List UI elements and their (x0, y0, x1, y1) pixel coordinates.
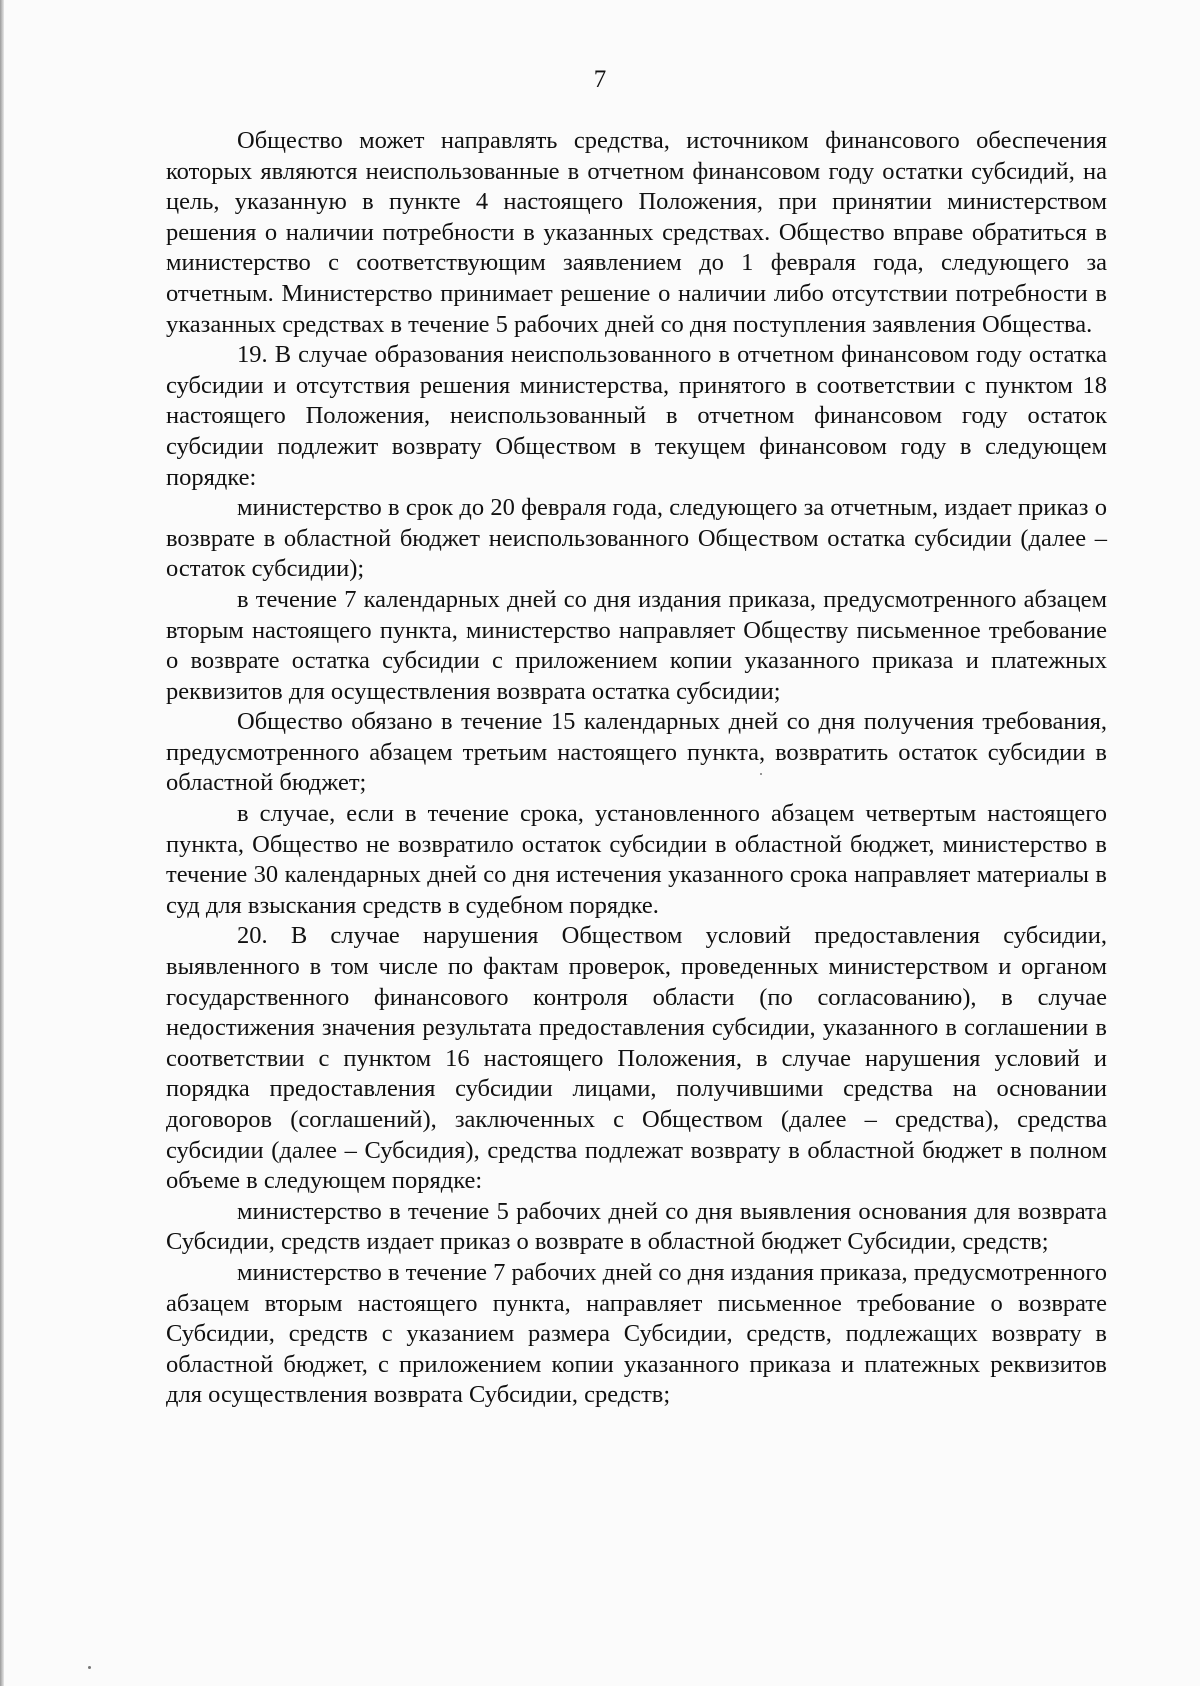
paragraph-clause-20-requirement: министерство в течение 7 рабочих дней со дня издания приказа, предусмотренного абзацем вторым настоящего пункта, направляет письменное требование о возврате Субсидии, средств с указанием размера Субсидии, средств, подлежащих возврату в областной бюджет, с приложением копии указанного приказа и платежных реквизитов для осуществления возврата Субсидии, средств; (166, 1258, 1107, 1409)
document-body (166, 126, 1107, 1411)
paragraph-clause-19-court: в случае, если в течение срока, установленного абзацем четвертым настоящего пункта, Общество не возвратило остаток субсидии в областной бюджет, министерство в течение 30 календарных дней со дня истечения указанного срока направляет материалы в суд для взыскания средств в судебном порядке. (166, 800, 1107, 919)
scan-edge (0, 0, 4, 1686)
paragraph-clause-19-requirement: в течение 7 календарных дней со дня издания приказа, предусмотренного абзацем вторым настоящего пункта, министерство направляет Обществу письменное требование о возврате остатка субсидии с приложением копии указанного приказа и платежных реквизитов для осуществления возврата остатка субсидии; (166, 585, 1107, 705)
scan-speck (88, 1666, 91, 1669)
paragraph-clause-20-order: министерство в течение 5 рабочих дней со дня выявления основания для возврата Субсидии, средств издает приказ о возврате в областной бюджет Субсидии, средств; (166, 1197, 1107, 1256)
page-number: 7 (593, 66, 607, 93)
paragraph-clause-19-obligation: Общество обязано в течение 15 календарных дней со дня получения требования, предусмотренного абзацем третьим настоящего пункта, возвратить остаток субсидии в областной бюджет; (166, 708, 1107, 797)
paragraph-clause-20: 20. В случае нарушения Обществом условий предоставления субсидии, выявленного в том числе по фактам проверок, проведенных министерством и органом государственного финансового контроля области (по согласованию), в случае недостижения значения результата предоставления субсидии, указанного в соглашении в соответствии с пунктом 16 настоящего Положения, в случае нарушения условий и порядка предоставления субсидии лицами, получившими средства на основании договоров (соглашений), заключенных с Обществом (далее – средства), средства субсидии (далее – Субсидия), средства подлежат возврату в областной бюджет в полном объеме в следующем порядке: (166, 922, 1107, 1195)
paragraph-reserve-funds: Общество может направлять средства, источником финансового обеспечения которых являются неиспользованные в отчетном финансовом году остатки субсидий, на цель, указанную в пункте 4 настоящего Положения, при принятии министерством решения о наличии потребности в указанных средствах. Общество вправе обратиться в министерство с соответствующим заявлением до 1 февраля года, следующего за отчетным. Министерство принимает решение о наличии либо отсутствии потребности в указанных средствах в течение 5 рабочих дней со дня поступления заявления Общества. (166, 127, 1107, 338)
paragraph-clause-19-order: министерство в срок до 20 февраля года, следующего за отчетным, издает приказ о возврате в областной бюджет неиспользованного Обществом остатка субсидии (далее – остаток субсидии); (166, 494, 1107, 583)
scan-speck (760, 773, 762, 775)
paragraph-clause-19: 19. В случае образования неиспользованного в отчетном финансовом году остатка субсидии и отсутствия решения министерства, принятого в соответствии с пунктом 18 настоящего Положения, неиспользованный в отчетном финансовом году остаток субсидии подлежит возврату Обществом в текущем финансовом году в следующем порядке: (166, 341, 1107, 491)
